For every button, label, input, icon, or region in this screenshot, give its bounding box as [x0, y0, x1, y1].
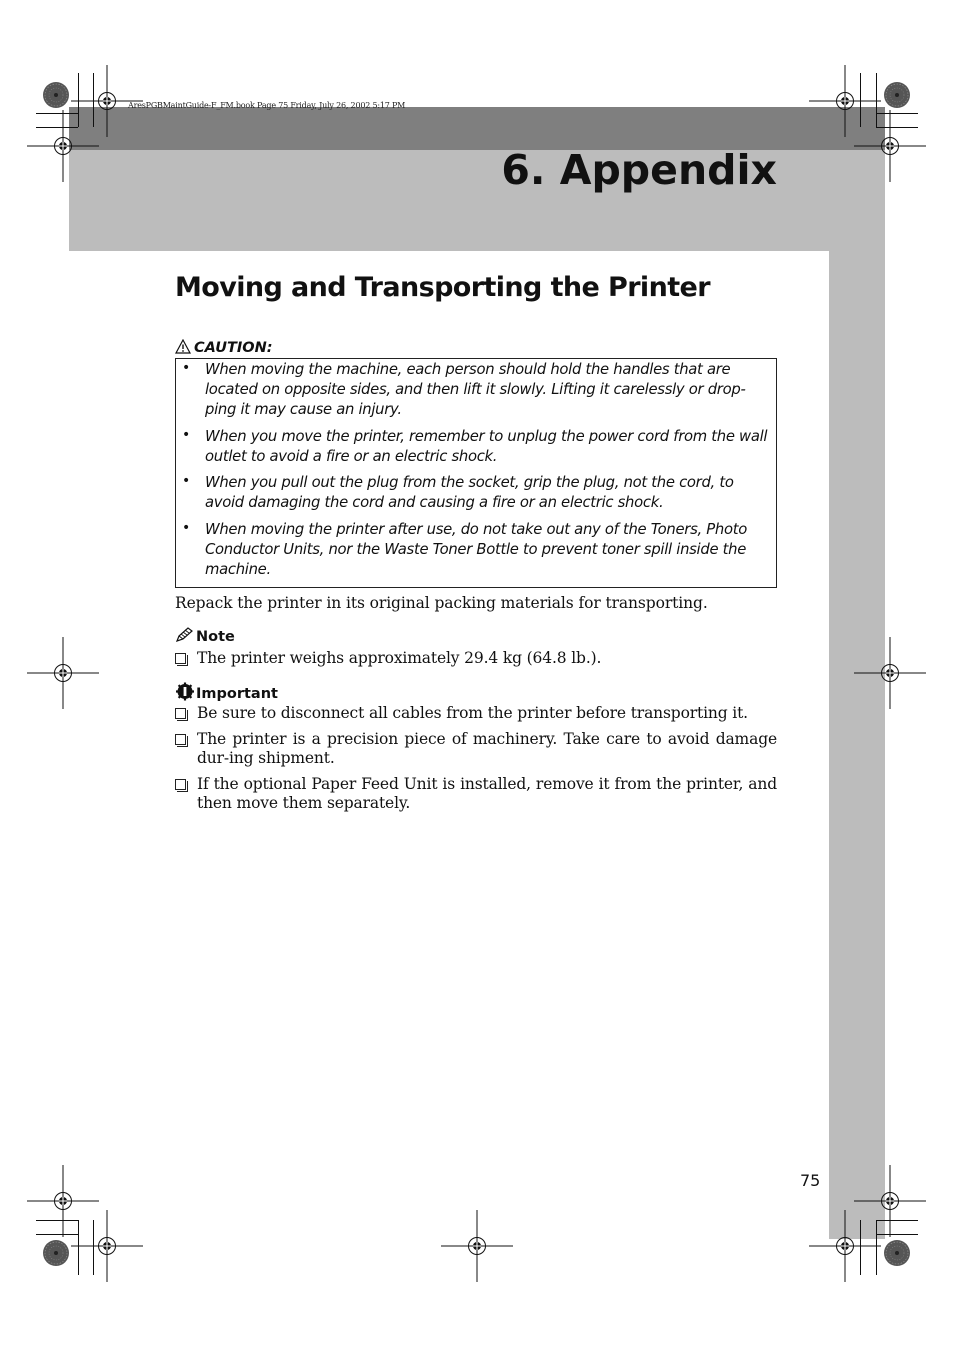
gear-badge-icon [175, 682, 196, 701]
note-item: The printer weighs approximately 29.4 kg (64.8 lb.). [197, 649, 602, 667]
important-item: The printer is a precision piece of machinery. Take care to avoid damage dur-ing shipment. [197, 730, 777, 767]
pencil-icon [175, 627, 193, 643]
book-info-line: AresPGBMaintGuide-F_FM.book Page 75 Friday, July 26, 2002 5:17 PM [128, 101, 406, 110]
warning-triangle-icon [175, 339, 191, 354]
checkbox-bullet-icon [175, 779, 186, 790]
page-number: 75 [800, 1171, 821, 1190]
caution-box [175, 358, 777, 588]
important-heading [175, 682, 278, 702]
checkbox-bullet-icon [175, 653, 186, 664]
note-heading [175, 627, 235, 645]
caution-label: CAUTION: [194, 340, 273, 356]
caution-heading [175, 339, 273, 356]
checkbox-bullet-icon [175, 734, 186, 745]
note-label: Note [196, 629, 235, 645]
important-item: If the optional Paper Feed Unit is installed, remove it from the printer, and then move them separately. [197, 775, 777, 812]
bullet: • [182, 520, 191, 536]
chapter-title: 6. Appendix [501, 146, 777, 194]
bullet: • [182, 360, 191, 376]
important-item: Be sure to disconnect all cables from the printer before transporting it. [197, 704, 748, 722]
caution-item: When you move the printer, remember to unplug the power cord from the wall outlet to avoid a fire or an electric shock. [205, 428, 768, 465]
caution-item: When moving the machine, each person should hold the handles that are located on opposite sides, and then lift it slowly. Lifting it carelessly or drop-ping it may cause an injury. [205, 361, 746, 418]
bullet: • [182, 473, 191, 489]
section-title: Moving and Transporting the Printer [175, 272, 710, 303]
checkbox-bullet-icon [175, 708, 186, 719]
repack-paragraph: Repack the printer in its original packing materials for transporting. [175, 594, 708, 612]
bullet: • [182, 427, 191, 443]
caution-item: When moving the printer after use, do not take out any of the Toners, Photo Conductor Units, nor the Waste Toner Bottle to prevent toner spill inside the machine. [205, 521, 747, 578]
caution-item: When you pull out the plug from the socket, grip the plug, not the cord, to avoid damaging the cord and causing a fire or an electric shock. [205, 474, 734, 511]
important-label: Important [196, 686, 278, 702]
